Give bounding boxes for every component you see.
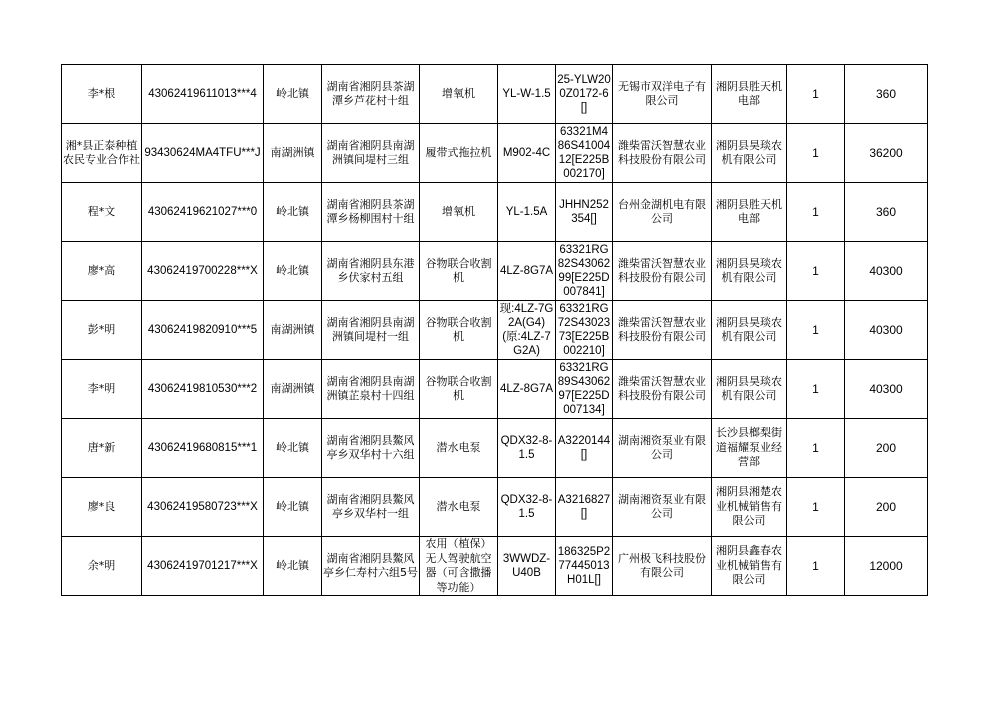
- cell-model: M902-4C: [498, 124, 556, 183]
- cell-town: 南湖洲镇: [264, 301, 322, 360]
- cell-town: 岭北镇: [264, 242, 322, 301]
- cell-quantity: 1: [787, 124, 845, 183]
- cell-serial: A3216827[]: [556, 478, 613, 537]
- cell-buyer-name: 彭*明: [62, 301, 142, 360]
- cell-amount: 40300: [845, 242, 928, 301]
- cell-model: 4LZ-8G7A: [498, 242, 556, 301]
- table-row: [62, 478, 928, 537]
- cell-serial: 63321RG72S4302373[E225B002210]: [556, 301, 613, 360]
- cell-manufacturer: 广州极飞科技股份有限公司: [613, 537, 712, 596]
- cell-model: 现:4LZ-7G2A(G4)(原:4LZ-7G2A): [498, 301, 556, 360]
- cell-product: 谷物联合收割机: [420, 360, 498, 419]
- cell-buyer-name: 廖*良: [62, 478, 142, 537]
- cell-serial: 63321M486S4100412[E225B002170]: [556, 124, 613, 183]
- cell-model: QDX32-8-1.5: [498, 419, 556, 478]
- cell-manufacturer: 潍柴雷沃智慧农业科技股份有限公司: [613, 124, 712, 183]
- cell-id-number: 43062419621027***0: [142, 183, 264, 242]
- table-row: [62, 124, 928, 183]
- cell-town: 岭北镇: [264, 537, 322, 596]
- cell-amount: 36200: [845, 124, 928, 183]
- cell-serial: 63321RG82S4306299[E225D007841]: [556, 242, 613, 301]
- cell-dealer: 湘阴县胜天机电部: [712, 65, 787, 124]
- subsidy-table: [61, 64, 928, 596]
- cell-model: 4LZ-8G7A: [498, 360, 556, 419]
- cell-town: 南湖洲镇: [264, 360, 322, 419]
- cell-serial: 25-YLW200Z0172-6[]: [556, 65, 613, 124]
- cell-id-number: 43062419820910***5: [142, 301, 264, 360]
- cell-buyer-name: 廖*高: [62, 242, 142, 301]
- cell-town: 岭北镇: [264, 478, 322, 537]
- table-row: [62, 360, 928, 419]
- cell-quantity: 1: [787, 65, 845, 124]
- cell-manufacturer: 潍柴雷沃智慧农业科技股份有限公司: [613, 360, 712, 419]
- cell-id-number: 43062419700228***X: [142, 242, 264, 301]
- table-row: [62, 301, 928, 360]
- cell-serial: JHHN252354[]: [556, 183, 613, 242]
- subsidy-table-sheet: [61, 64, 928, 596]
- cell-amount: 12000: [845, 537, 928, 596]
- cell-id-number: 43062419611013***4: [142, 65, 264, 124]
- cell-product: 潜水电泵: [420, 478, 498, 537]
- cell-product: 增氧机: [420, 183, 498, 242]
- table-row: [62, 242, 928, 301]
- cell-product: 潜水电泵: [420, 419, 498, 478]
- cell-dealer: 湘阴县昊琰农机有限公司: [712, 242, 787, 301]
- cell-manufacturer: 湖南湘资泵业有限公司: [613, 478, 712, 537]
- table-row: [62, 419, 928, 478]
- cell-buyer-name: 湘*县正泰种植农民专业合作社: [62, 124, 142, 183]
- cell-buyer-name: 唐*新: [62, 419, 142, 478]
- cell-address: 湖南省湘阴县鰲风亭乡双华村十六组: [322, 419, 420, 478]
- cell-quantity: 1: [787, 242, 845, 301]
- cell-serial: 186325P277445013H01L[]: [556, 537, 613, 596]
- cell-id-number: 43062419680815***1: [142, 419, 264, 478]
- cell-address: 湖南省湘阴县东港乡伏家村五组: [322, 242, 420, 301]
- cell-buyer-name: 李*根: [62, 65, 142, 124]
- cell-dealer: 湘阴县湘楚农业机械销售有限公司: [712, 478, 787, 537]
- cell-id-number: 43062419701217***X: [142, 537, 264, 596]
- cell-dealer: 湘阴县昊琰农机有限公司: [712, 301, 787, 360]
- cell-quantity: 1: [787, 301, 845, 360]
- cell-quantity: 1: [787, 537, 845, 596]
- table-row: [62, 537, 928, 596]
- cell-town: 岭北镇: [264, 65, 322, 124]
- table-row: [62, 65, 928, 124]
- cell-product: 农用（植保）无人驾驶航空器（可含撒播等功能）: [420, 537, 498, 596]
- cell-amount: 360: [845, 65, 928, 124]
- cell-id-number: 43062419810530***2: [142, 360, 264, 419]
- cell-quantity: 1: [787, 360, 845, 419]
- cell-quantity: 1: [787, 183, 845, 242]
- cell-amount: 40300: [845, 360, 928, 419]
- cell-manufacturer: 潍柴雷沃智慧农业科技股份有限公司: [613, 242, 712, 301]
- cell-dealer: 湘阴县昊琰农机有限公司: [712, 360, 787, 419]
- cell-buyer-name: 程*文: [62, 183, 142, 242]
- cell-amount: 40300: [845, 301, 928, 360]
- cell-model: YL-W-1.5: [498, 65, 556, 124]
- cell-product: 增氧机: [420, 65, 498, 124]
- cell-serial: A3220144[]: [556, 419, 613, 478]
- cell-dealer: 长沙县榔梨街道福耀泵业经营部: [712, 419, 787, 478]
- cell-town: 南湖洲镇: [264, 124, 322, 183]
- cell-amount: 360: [845, 183, 928, 242]
- cell-manufacturer: 无锡市双洋电子有限公司: [613, 65, 712, 124]
- cell-dealer: 湘阴县鑫春农业机械销售有限公司: [712, 537, 787, 596]
- cell-id-number: 43062419580723***X: [142, 478, 264, 537]
- cell-product: 履带式拖拉机: [420, 124, 498, 183]
- cell-serial: 63321RG89S4306297[E225D007134]: [556, 360, 613, 419]
- cell-model: QDX32-8-1.5: [498, 478, 556, 537]
- cell-model: YL-1.5A: [498, 183, 556, 242]
- cell-address: 湖南省湘阴县鰲风亭乡双华村一组: [322, 478, 420, 537]
- cell-manufacturer: 潍柴雷沃智慧农业科技股份有限公司: [613, 301, 712, 360]
- cell-quantity: 1: [787, 478, 845, 537]
- cell-product: 谷物联合收割机: [420, 242, 498, 301]
- cell-id-number: 93430624MA4TFU***J: [142, 124, 264, 183]
- cell-buyer-name: 余*明: [62, 537, 142, 596]
- cell-manufacturer: 湖南湘资泵业有限公司: [613, 419, 712, 478]
- table-row: [62, 183, 928, 242]
- cell-address: 湖南省湘阴县鰲风亭乡仁寿村六组5号: [322, 537, 420, 596]
- cell-model: 3WWDZ-U40B: [498, 537, 556, 596]
- cell-dealer: 湘阴县昊琰农机有限公司: [712, 124, 787, 183]
- cell-address: 湖南省湘阴县南湖洲镇间堤村一组: [322, 301, 420, 360]
- cell-amount: 200: [845, 419, 928, 478]
- cell-address: 湖南省湘阴县茶湖潭乡芦花村十组: [322, 65, 420, 124]
- cell-town: 岭北镇: [264, 419, 322, 478]
- cell-address: 湖南省湘阴县南湖洲镇芷泉村十四组: [322, 360, 420, 419]
- cell-buyer-name: 李*明: [62, 360, 142, 419]
- cell-quantity: 1: [787, 419, 845, 478]
- cell-product: 谷物联合收割机: [420, 301, 498, 360]
- cell-amount: 200: [845, 478, 928, 537]
- cell-address: 湖南省湘阴县茶湖潭乡杨柳围村十组: [322, 183, 420, 242]
- cell-address: 湖南省湘阴县南湖洲镇间堤村三组: [322, 124, 420, 183]
- cell-dealer: 湘阴县胜天机电部: [712, 183, 787, 242]
- cell-town: 岭北镇: [264, 183, 322, 242]
- cell-manufacturer: 台州金湖机电有限公司: [613, 183, 712, 242]
